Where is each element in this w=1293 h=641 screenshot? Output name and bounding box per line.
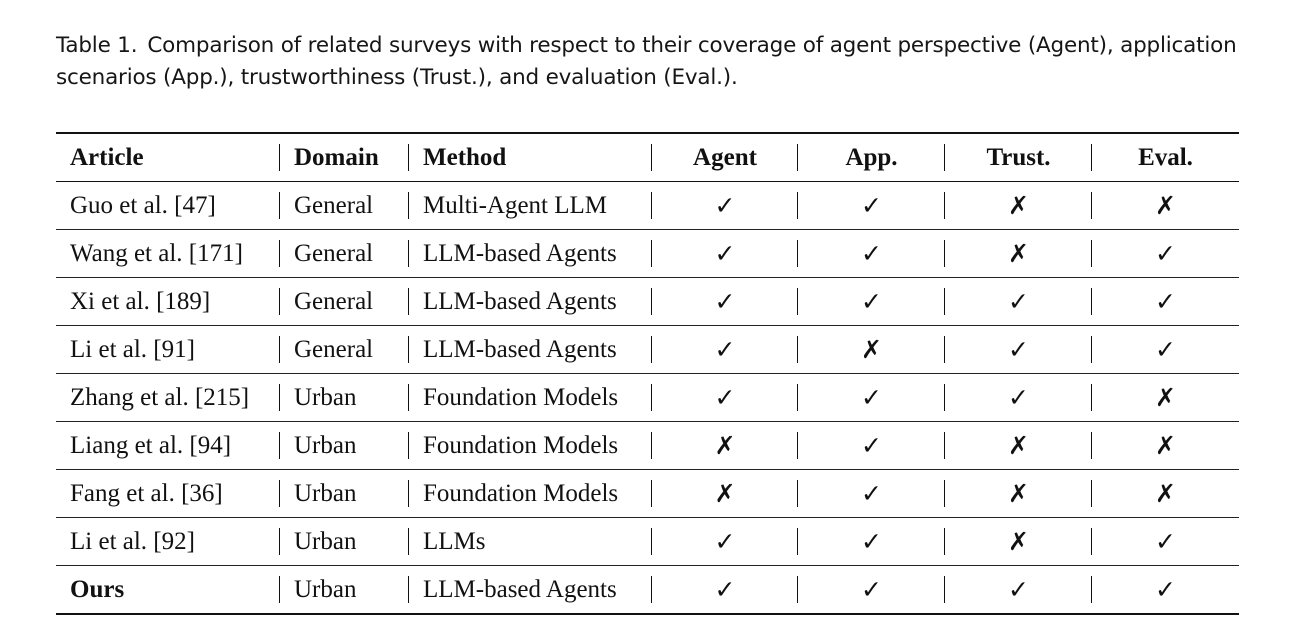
cell-domain: Urban (280, 518, 409, 566)
cell-agent: ✓ (652, 278, 798, 326)
cell-agent: ✗ (652, 470, 798, 518)
cell-method: Foundation Models (409, 470, 652, 518)
cell-article: Xi et al. [189] (56, 278, 280, 326)
cell-article: Wang et al. [171] (56, 230, 280, 278)
header-app: App. (798, 133, 945, 182)
cell-eval: ✗ (1155, 431, 1176, 460)
cell-domain: General (280, 278, 409, 326)
cell-agent: ✓ (652, 374, 798, 422)
cell-domain: Urban (280, 566, 409, 615)
table-row-ours (56, 566, 1239, 615)
cell-article: Guo et al. [47] (56, 182, 280, 230)
cell-method: LLM-based Agents (409, 326, 652, 374)
cell-app: ✗ (798, 326, 945, 374)
cell-domain: General (280, 326, 409, 374)
cell-agent: ✗ (652, 422, 798, 470)
cell-article: Ours (56, 566, 280, 615)
table-row (56, 470, 1239, 518)
cell-agent: ✓ (652, 518, 798, 566)
cell-method: LLMs (409, 518, 652, 566)
cell-article: Zhang et al. [215] (56, 374, 280, 422)
table-row (56, 518, 1239, 566)
header-row (56, 133, 1239, 182)
header-eval: Eval. (1138, 143, 1193, 171)
table-row (56, 182, 1239, 230)
cell-app: ✓ (798, 422, 945, 470)
table-caption (56, 30, 1246, 94)
caption-text: Comparison of related surveys with respect to their coverage of agent perspective (Agent), application scenarios (App.), trustworthiness (Trust.), and evaluation (Eval.). (56, 33, 1237, 90)
cell-method: Foundation Models (409, 422, 652, 470)
cell-domain: General (280, 230, 409, 278)
caption-label: Table 1. (56, 33, 138, 58)
table-row (56, 230, 1239, 278)
cell-app: ✓ (798, 566, 945, 615)
cell-app: ✓ (798, 278, 945, 326)
cell-eval: ✓ (1155, 335, 1176, 364)
cell-trust: ✗ (945, 470, 1092, 518)
cell-article: Fang et al. [36] (56, 470, 280, 518)
cell-domain: Urban (280, 422, 409, 470)
cell-eval: ✗ (1155, 479, 1176, 508)
cell-trust: ✗ (945, 422, 1092, 470)
cell-trust: ✗ (945, 230, 1092, 278)
cell-eval: ✗ (1155, 191, 1176, 220)
cell-article: Liang et al. [94] (56, 422, 280, 470)
cell-method: Multi-Agent LLM (409, 182, 652, 230)
cell-trust: ✓ (945, 278, 1092, 326)
header-trust: Trust. (945, 133, 1092, 182)
comparison-table (56, 132, 1239, 615)
cell-agent: ✓ (652, 230, 798, 278)
header-domain: Domain (280, 133, 409, 182)
cell-eval: ✓ (1155, 575, 1176, 604)
header-agent: Agent (652, 133, 798, 182)
cell-app: ✓ (798, 470, 945, 518)
table-row (56, 326, 1239, 374)
cell-eval: ✓ (1155, 527, 1176, 556)
header-article: Article (56, 133, 280, 182)
cell-article: Li et al. [92] (56, 518, 280, 566)
cell-trust: ✗ (945, 518, 1092, 566)
table-row (56, 278, 1239, 326)
cell-app: ✓ (798, 230, 945, 278)
cell-app: ✓ (798, 182, 945, 230)
cell-eval: ✗ (1155, 383, 1176, 412)
cell-app: ✓ (798, 374, 945, 422)
cell-method: LLM-based Agents (409, 230, 652, 278)
header-method: Method (409, 133, 652, 182)
cell-domain: Urban (280, 470, 409, 518)
cell-article: Li et al. [91] (56, 326, 280, 374)
cell-trust: ✓ (945, 374, 1092, 422)
table-row (56, 374, 1239, 422)
table-row (56, 422, 1239, 470)
cell-app: ✓ (798, 518, 945, 566)
cell-method: Foundation Models (409, 374, 652, 422)
cell-trust: ✗ (945, 182, 1092, 230)
cell-trust: ✓ (945, 326, 1092, 374)
cell-domain: General (280, 182, 409, 230)
cell-method: LLM-based Agents (409, 278, 652, 326)
cell-eval: ✓ (1155, 239, 1176, 268)
cell-domain: Urban (280, 374, 409, 422)
cell-agent: ✓ (652, 566, 798, 615)
cell-agent: ✓ (652, 326, 798, 374)
cell-agent: ✓ (652, 182, 798, 230)
cell-method: LLM-based Agents (409, 566, 652, 615)
cell-eval: ✓ (1155, 287, 1176, 316)
cell-trust: ✓ (945, 566, 1092, 615)
